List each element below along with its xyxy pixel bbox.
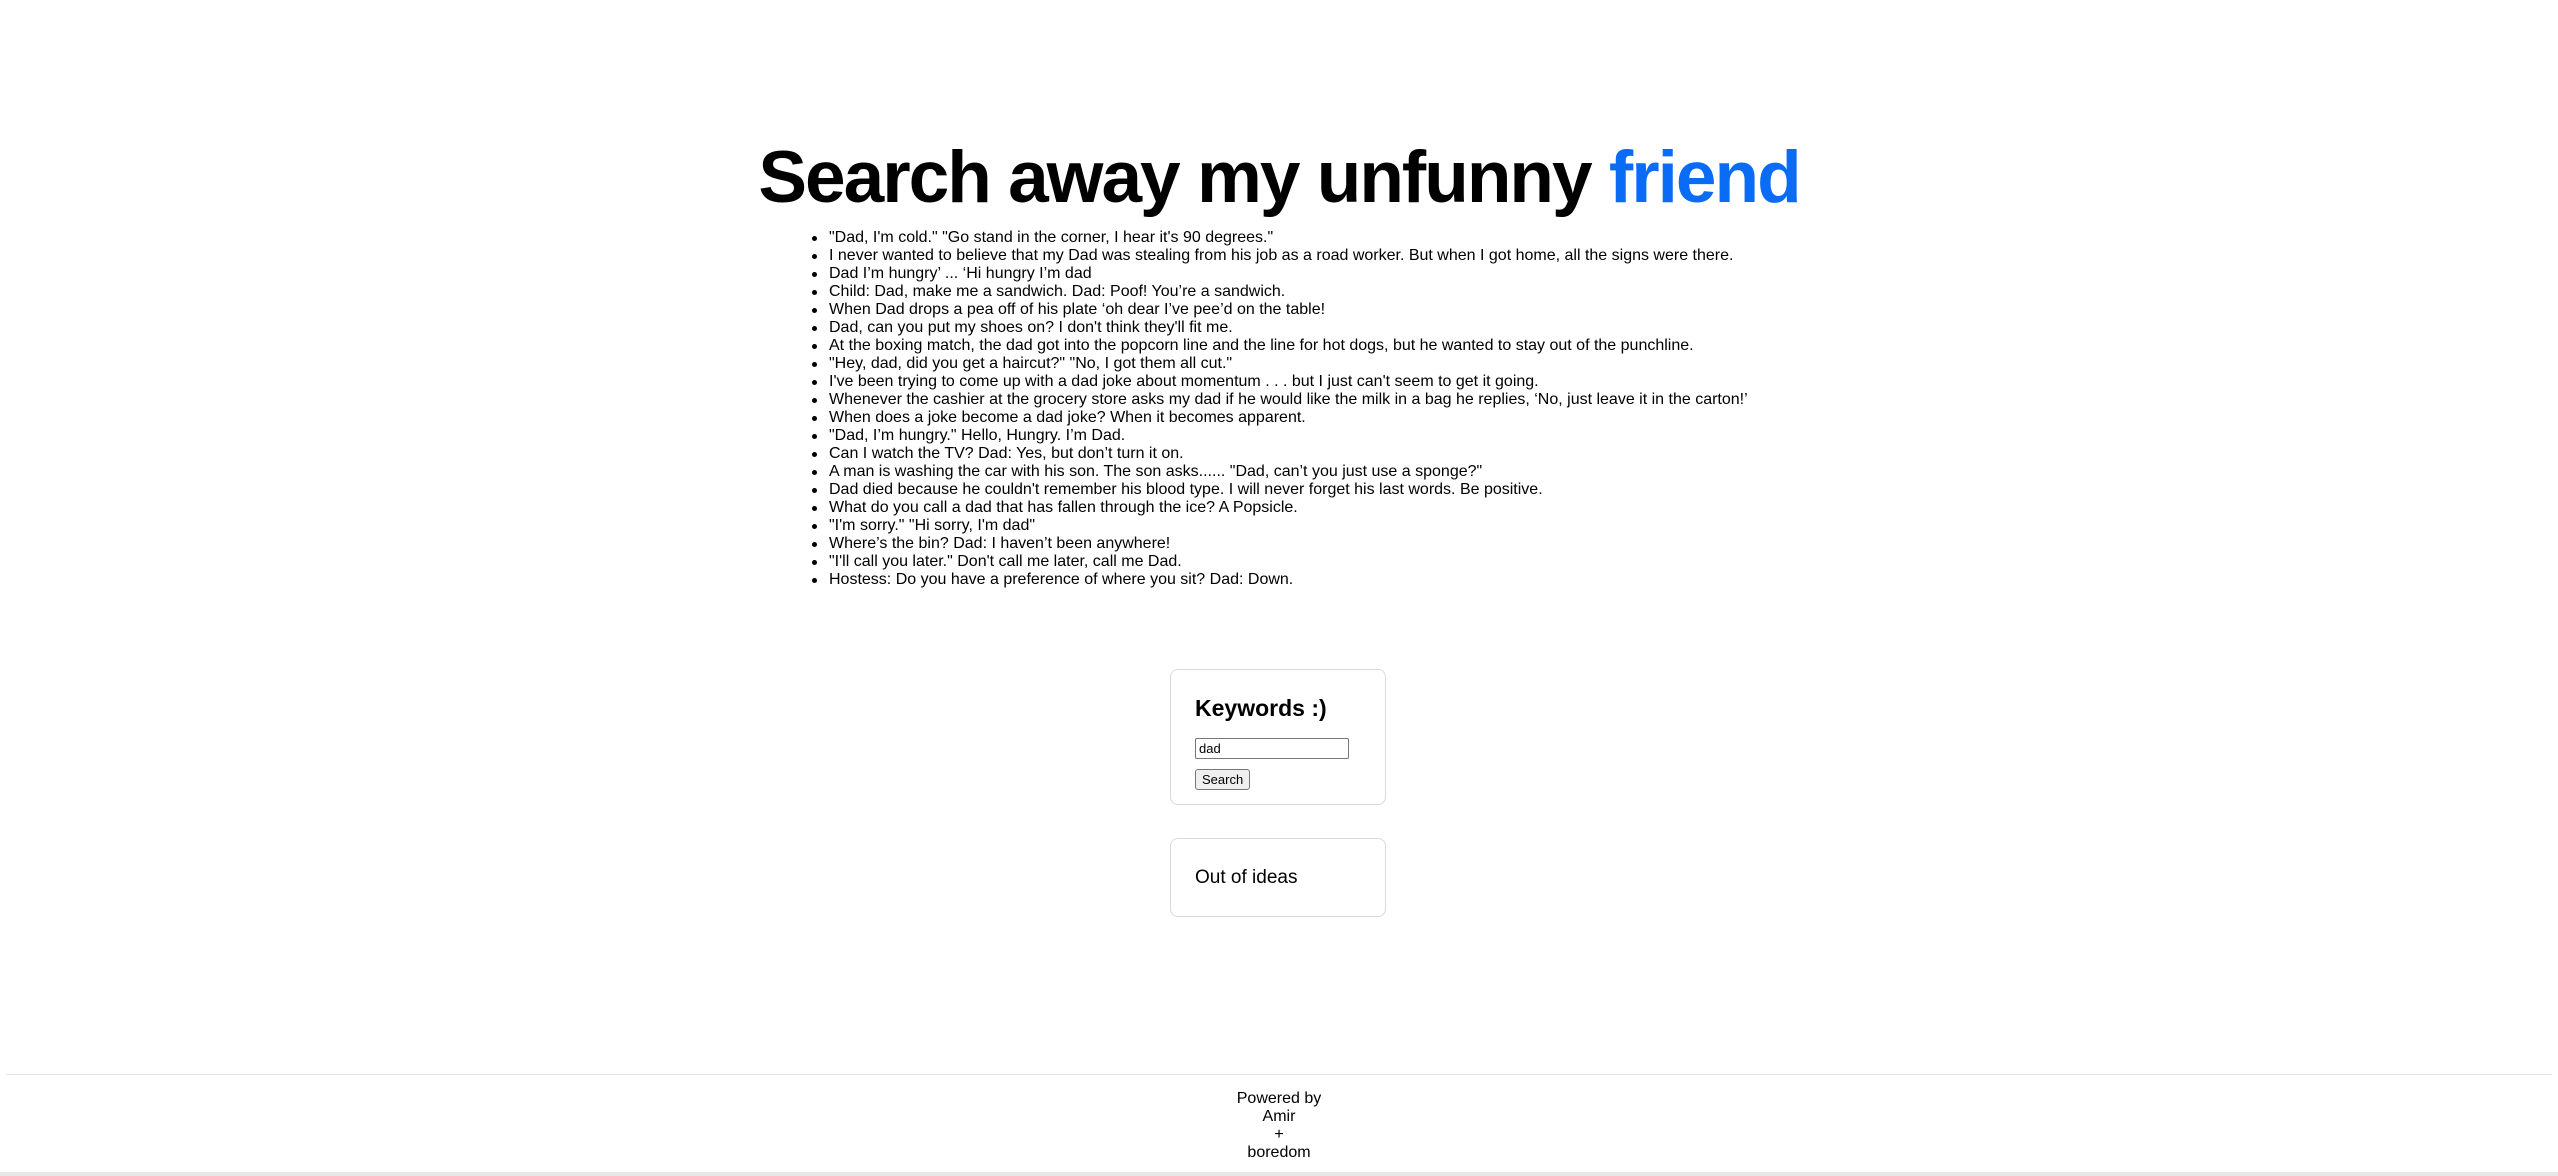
joke-list-item: I never wanted to believe that my Dad was stealing from his job as a road worker. But when I got home, all the signs were there. — [829, 247, 1748, 265]
joke-list-item: Dad, can you put my shoes on? I don't think they'll fit me. — [829, 319, 1748, 337]
footer-powered-by: Powered by — [1236, 1090, 1322, 1107]
joke-list-item: Dad I’m hungry’ ... ‘Hi hungry I’m dad — [829, 265, 1748, 283]
joke-list-item: When Dad drops a pea off of his plate ‘oh dear I’ve pee’d on the table! — [829, 301, 1748, 319]
joke-list-item: A man is washing the car with his son. The son asks...... "Dad, can’t you just use a sponge?" — [829, 463, 1748, 481]
joke-list-item: Child: Dad, make me a sandwich. Dad: Poof! You’re a sandwich. — [829, 283, 1748, 301]
joke-list-item: Dad died because he couldn't remember his blood type. I will never forget his last words. Be positive. — [829, 481, 1748, 499]
joke-list-item: When does a joke become a dad joke? When it becomes apparent. — [829, 409, 1748, 427]
keyword-search-card — [1170, 669, 1386, 805]
joke-list-item: "Hey, dad, did you get a haircut?" "No, I got them all cut." — [829, 355, 1748, 373]
footer-author: Amir — [1262, 1108, 1296, 1125]
joke-list-item: "Dad, I'm cold." "Go stand in the corner, I hear it's 90 degrees." — [829, 229, 1748, 247]
page-title — [0, 134, 2558, 222]
keyword-input[interactable] — [1195, 738, 1349, 759]
joke-list — [829, 229, 1748, 589]
title-accent-text: friend — [1608, 137, 1800, 218]
keywords-heading: Keywords :) — [1195, 695, 1327, 721]
joke-list-item: "Dad, I’m hungry." Hello, Hungry. I’m Dad. — [829, 427, 1748, 445]
footer-credits — [6, 1090, 2552, 1162]
joke-list-item: At the boxing match, the dad got into the popcorn line and the line for hot dogs, but he wanted to stay out of the punchline. — [829, 337, 1748, 355]
footer — [6, 1074, 2552, 1161]
out-of-ideas-label: Out of ideas — [1195, 867, 1298, 888]
joke-list-item: Can I watch the TV? Dad: Yes, but don’t turn it on. — [829, 445, 1748, 463]
out-of-ideas-card[interactable] — [1170, 838, 1386, 917]
footer-boredom: boredom — [1247, 1144, 1311, 1161]
title-main-text: Search away my unfunny — [758, 137, 1609, 218]
footer-plus: + — [1274, 1126, 1284, 1143]
search-button[interactable]: Search — [1195, 769, 1250, 790]
joke-list-item: Where’s the bin? Dad: I haven’t been anywhere! — [829, 535, 1748, 553]
joke-list-item: What do you call a dad that has fallen through the ice? A Popsicle. — [829, 499, 1748, 517]
joke-list-item: Whenever the cashier at the grocery store asks my dad if he would like the milk in a bag he replies, ‘No, just leave it in the carton!’ — [829, 391, 1748, 408]
bottom-edge-bar — [0, 1172, 2558, 1176]
joke-list-item: Hostess: Do you have a preference of where you sit? Dad: Down. — [829, 571, 1748, 589]
joke-list-item: I've been trying to come up with a dad joke about momentum . . . but I just can't seem to get it going. — [829, 373, 1748, 391]
joke-list-item: "I'm sorry." "Hi sorry, I'm dad" — [829, 517, 1748, 535]
joke-list-item: "I'll call you later." Don't call me later, call me Dad. — [829, 553, 1748, 571]
